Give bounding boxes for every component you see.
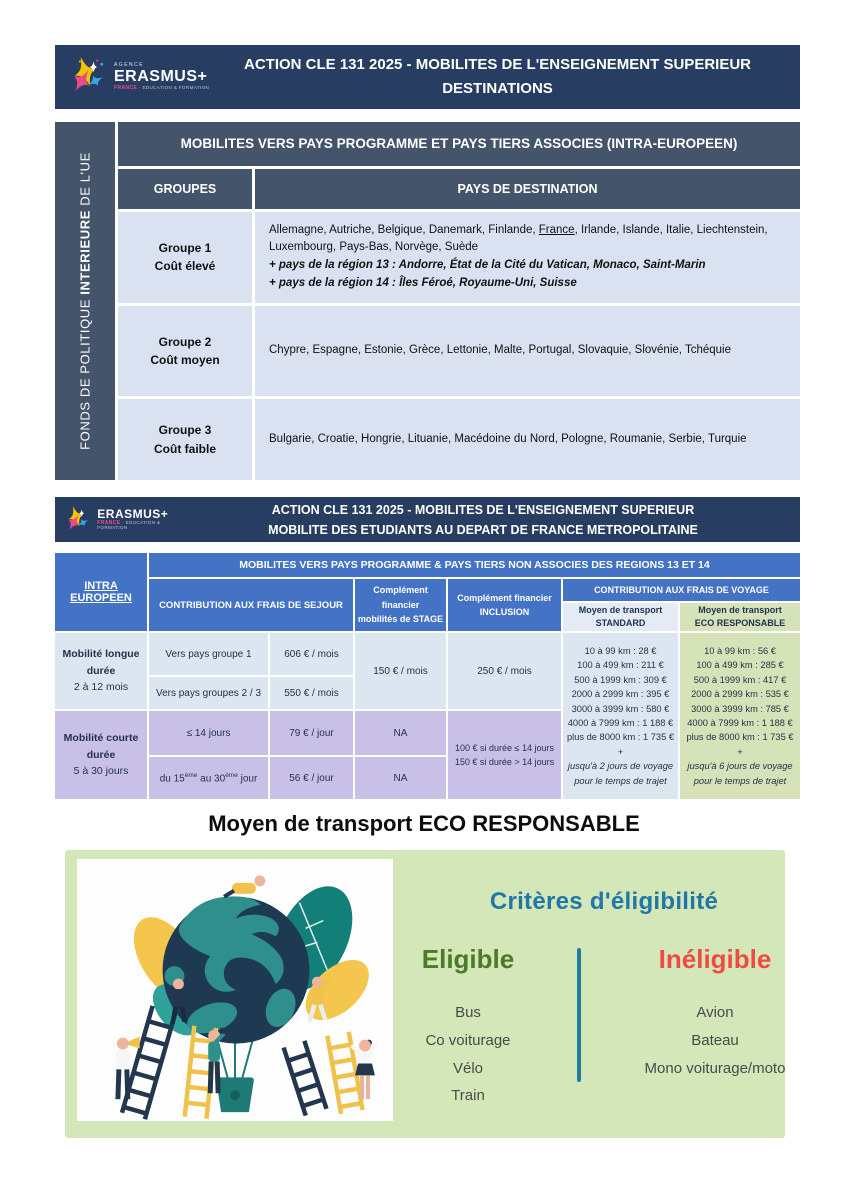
column-header-groupes: GROUPES bbox=[118, 169, 252, 209]
groupe1-cost: Coût élevé bbox=[154, 259, 216, 274]
banner2-line2: MOBILITE DES ETUDIANTS AU DEPART DE FRANCE METROPOLITAINE bbox=[268, 522, 698, 537]
erasmus-star-icon bbox=[69, 57, 109, 97]
erasmus-star-icon bbox=[65, 506, 92, 534]
table-row-groupe1 bbox=[118, 212, 800, 303]
ineligible-item: Mono voiturage/moto bbox=[644, 1059, 786, 1077]
banner1-line2: DESTINATIONS bbox=[442, 80, 553, 97]
groupe3-countries: Bulgarie, Croatie, Hongrie, Lituanie, Macédoine du Nord, Pologne, Roumanie, Serbie, Turquie bbox=[255, 399, 800, 480]
cell-montant-14jours: 79 € / jour bbox=[270, 711, 353, 755]
ineligible-item: Avion bbox=[696, 1004, 734, 1021]
cell-stage-longue: 150 € / mois bbox=[355, 633, 446, 709]
region14-note: + pays de la région 14 : Îles Féroé, Royaume-Uni, Suisse bbox=[269, 277, 577, 290]
cell-inclusion-courte: 100 € si durée ≤ 14 jours 150 € si durée > 14 jours bbox=[448, 711, 561, 799]
banner-destinations bbox=[55, 45, 800, 109]
cell-vers-groupes23: Vers pays groupes 2 / 3 bbox=[149, 677, 268, 709]
eligible-item: Train bbox=[451, 1087, 485, 1105]
logo-name-label: ERASMUS+ bbox=[97, 506, 169, 521]
groupe1-name: Groupe 1 bbox=[158, 240, 212, 255]
destinations-table bbox=[55, 122, 800, 480]
eligible-item: Bus bbox=[455, 1004, 481, 1021]
cell-vers-groupe1: Vers pays groupe 1 bbox=[149, 633, 268, 675]
france-underlined: France bbox=[538, 223, 575, 236]
groupe2-cost: Coût moyen bbox=[150, 353, 220, 368]
table-row-groupe2 bbox=[118, 306, 800, 396]
ineligible-title: Inéligible bbox=[658, 944, 772, 974]
logo-tagline-label: EDUCATION & FORMATION bbox=[142, 84, 210, 90]
eligible-title: Eligible bbox=[421, 944, 515, 974]
cell-montant-15-30jours: 56 € / jour bbox=[270, 757, 353, 799]
header-frais-sejour: CONTRIBUTION AUX FRAIS DE SEJOUR bbox=[149, 579, 353, 631]
cell-montant-groupes23: 550 € / mois bbox=[270, 677, 353, 709]
person-on-globe bbox=[224, 875, 265, 896]
table-row-groupe3 bbox=[118, 399, 800, 480]
header-mobilites-regions: MOBILITES VERS PAYS PROGRAMME & PAYS TIERS NON ASSOCIES DES REGIONS 13 ET 14 bbox=[149, 553, 800, 577]
banner1-title bbox=[219, 53, 800, 101]
banner2-line1: ACTION CLE 131 2025 - MOBILITES DE L'ENSEIGNEMENT SUPERIEUR bbox=[271, 502, 695, 517]
cell-bareme-eco: 10 à 99 km : 56 € 100 à 499 km : 285 € 500 à 1999 km : 417 € 2000 à 2999 km : 535 € 3000 à 3999 km : 785 € 4000 à 7999 km : 1 188 € plus de 8000 km : 1 735 € + jusqu'à 6 jours de voyage pour le temps de trajet bbox=[680, 633, 800, 799]
sidebar-vertical-label: FONDS DE POLITIQUE INTERIEURE DE L'UE bbox=[77, 152, 93, 450]
eligible-column bbox=[393, 944, 543, 1110]
cell-stage-na1: NA bbox=[355, 711, 446, 755]
groupe2-countries: Chypre, Espagne, Estonie, Grèce, Lettonie, Malte, Portugal, Slovaquie, Slovénie, Tchéquie bbox=[255, 306, 800, 396]
table1-header: MOBILITES VERS PAYS PROGRAMME ET PAYS TIERS ASSOCIES (INTRA-EUROPEEN) bbox=[118, 122, 800, 166]
cell-inclusion-longue: 250 € / mois bbox=[448, 633, 561, 709]
groupe3-name: Groupe 3 bbox=[158, 423, 212, 438]
erasmus-logo-small: ERASMUS+ FRANCE · EDUCATION & FORMATION bbox=[55, 506, 190, 534]
eligibility-panel bbox=[65, 850, 785, 1138]
header-complement-stage: Complément financier mobilités de STAGE bbox=[355, 579, 446, 631]
header-transport-standard: Moyen de transport STANDARD bbox=[563, 603, 678, 631]
column-header-pays: PAYS DE DESTINATION bbox=[255, 169, 800, 209]
banner2-title bbox=[190, 500, 800, 540]
header-intra-europeen: INTRA EUROPEEN bbox=[55, 553, 147, 631]
logo-name-label: ERASMUS+ bbox=[114, 68, 208, 86]
logo-country-label: FRANCE bbox=[114, 84, 138, 91]
cell-bareme-standard: 10 à 99 km : 28 € 100 à 499 km : 211 € 500 à 1999 km : 309 € 2000 à 2999 km : 395 € 3000 à 3999 km : 580 € 4000 à 7999 km : 1 188 € plus de 8000 km : 1 735 € + jusqu'à 2 jours de voyage pour le temps de trajet bbox=[563, 633, 678, 799]
header-complement-inclusion: Complément financier INCLUSION bbox=[448, 579, 561, 631]
header-transport-eco: Moyen de transport ECO RESPONSABLE bbox=[680, 603, 800, 631]
table1-sidebar bbox=[55, 122, 115, 480]
cell-montant-groupe1: 606 € / mois bbox=[270, 633, 353, 675]
contributions-table bbox=[55, 553, 800, 799]
eligible-item: Co voiturage bbox=[425, 1031, 511, 1049]
eligible-item: Vélo bbox=[452, 1059, 484, 1077]
groupe1-countries: Allemagne, Autriche, Belgique, Danemark, Finlande, France, Irlande, Islande, Italie, Liechtenstein, Luxembourg, Pays-Bas, Norvège, Suède + pays de la région 13 : Andorre, État de la Cité du Vatican, Monaco, Saint-Marin + pays de la région 14 : Îles Féroé, Royaume-Uni, Suisse bbox=[255, 212, 800, 303]
header-frais-voyage: CONTRIBUTION AUX FRAIS DE VOYAGE bbox=[563, 579, 800, 601]
ineligible-column bbox=[615, 944, 815, 1082]
criteria-title: Critères d'éligibilité bbox=[489, 888, 719, 915]
cell-14jours: ≤ 14 jours bbox=[149, 711, 268, 755]
cell-stage-na2: NA bbox=[355, 757, 446, 799]
cell-mobilite-longue: Mobilité longue durée 2 à 12 mois bbox=[55, 633, 147, 709]
criteria-block bbox=[393, 850, 815, 1138]
groupe2-name: Groupe 2 bbox=[158, 334, 212, 349]
section-title-eco: Moyen de transport ECO RESPONSABLE bbox=[208, 811, 640, 836]
erasmus-logo: AGENCE ERASMUS+ FRANCE · EDUCATION & FORMATION bbox=[55, 57, 219, 97]
banner1-line1: ACTION CLE 131 2025 - MOBILITES DE L'ENSEIGNEMENT SUPERIEUR bbox=[244, 56, 751, 73]
banner-mobilite-etudiants bbox=[55, 497, 800, 542]
logo-agence-label: AGENCE bbox=[114, 61, 145, 68]
groupe3-cost: Coût faible bbox=[154, 441, 216, 456]
cell-15-30jours: du 15ème au 30ème jour bbox=[149, 757, 268, 799]
criteria-divider bbox=[577, 948, 581, 1082]
globe-illustration-svg bbox=[77, 859, 393, 1121]
region13-note: + pays de la région 13 : Andorre, État de la Cité du Vatican, Monaco, Saint-Marin bbox=[269, 259, 706, 272]
cell-mobilite-courte: Mobilité courte durée 5 à 30 jours bbox=[55, 711, 147, 799]
ineligible-item: Bateau bbox=[691, 1031, 739, 1049]
globe-illustration bbox=[77, 859, 393, 1121]
